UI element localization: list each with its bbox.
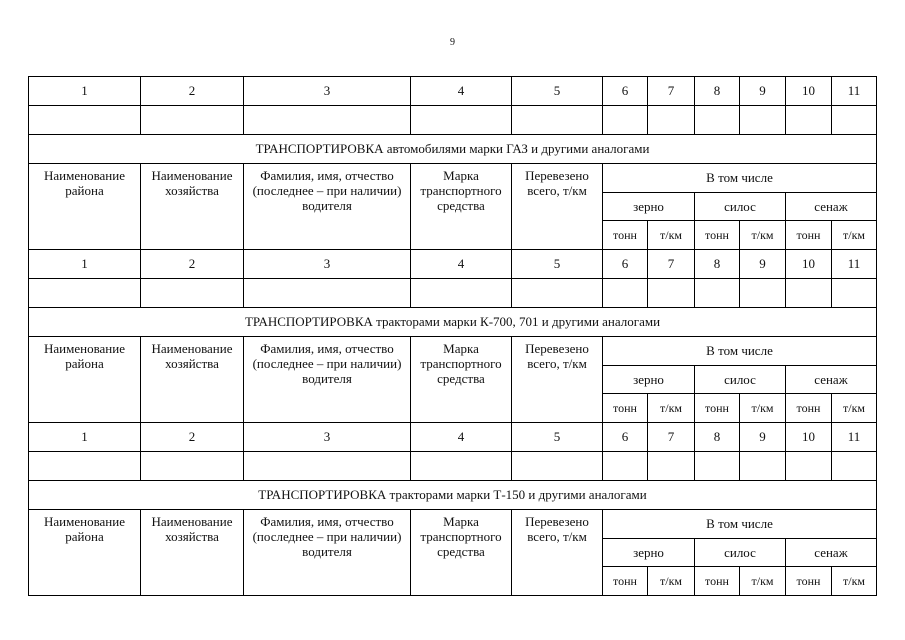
- column-number-cell: 4: [411, 250, 512, 279]
- data-entry-cell[interactable]: [29, 452, 141, 481]
- column-number-cell: 6: [603, 250, 648, 279]
- page-number: 9: [450, 37, 455, 48]
- data-entry-cell[interactable]: [786, 279, 832, 308]
- header-driver: Фамилия, имя, отчество (последнее – при наличии) водителя: [244, 337, 411, 423]
- column-number-cell: 11: [832, 250, 877, 279]
- header-vehicle: Марка транспортного средства: [411, 337, 512, 423]
- section-title-row: [29, 135, 877, 164]
- column-number-cell: 7: [648, 77, 695, 106]
- header-tkm: т/км: [648, 221, 695, 250]
- section-title: ТРАНСПОРТИРОВКА автомобилями марки ГАЗ и другими аналогами: [29, 135, 877, 164]
- data-entry-cell[interactable]: [648, 279, 695, 308]
- data-entry-cell[interactable]: [141, 452, 244, 481]
- column-number-cell: 1: [29, 77, 141, 106]
- header-row: [29, 164, 877, 193]
- data-entry-cell[interactable]: [740, 106, 786, 135]
- header-tons: тонн: [786, 221, 832, 250]
- data-entry-cell[interactable]: [695, 452, 740, 481]
- header-tons: тонн: [603, 221, 648, 250]
- header-tkm: т/км: [832, 221, 877, 250]
- column-number-cell: 2: [141, 250, 244, 279]
- column-number-cell: 3: [244, 77, 411, 106]
- column-number-cell: 8: [695, 250, 740, 279]
- data-entry-cell[interactable]: [603, 452, 648, 481]
- header-total: Перевезено всего, т/км: [512, 164, 603, 250]
- data-entry-cell[interactable]: [512, 452, 603, 481]
- data-entry-cell[interactable]: [603, 106, 648, 135]
- header-silage: силос: [695, 193, 786, 221]
- data-entry-cell[interactable]: [411, 279, 512, 308]
- header-farm: Наименование хозяйства: [141, 337, 244, 423]
- data-entry-cell[interactable]: [411, 106, 512, 135]
- header-haylage: сенаж: [786, 539, 877, 567]
- data-entry-cell[interactable]: [832, 106, 877, 135]
- data-entry-cell[interactable]: [740, 452, 786, 481]
- section-title: ТРАНСПОРТИРОВКА тракторами марки К-700, 701 и другими аналогами: [29, 308, 877, 337]
- column-number-row: [29, 77, 877, 106]
- data-entry-row: [29, 452, 877, 481]
- header-tkm: т/км: [648, 567, 695, 596]
- data-entry-cell[interactable]: [411, 452, 512, 481]
- column-number-cell: 3: [244, 423, 411, 452]
- column-number-cell: 9: [740, 250, 786, 279]
- header-driver: Фамилия, имя, отчество (последнее – при наличии) водителя: [244, 510, 411, 596]
- data-entry-cell[interactable]: [244, 279, 411, 308]
- column-number-cell: 6: [603, 77, 648, 106]
- column-number-cell: 5: [512, 77, 603, 106]
- header-including: В том числе: [603, 337, 877, 366]
- header-total: Перевезено всего, т/км: [512, 337, 603, 423]
- header-tkm: т/км: [832, 394, 877, 423]
- header-tkm: т/км: [832, 567, 877, 596]
- column-number-cell: 10: [786, 77, 832, 106]
- data-entry-cell[interactable]: [832, 279, 877, 308]
- column-number-cell: 5: [512, 423, 603, 452]
- header-tons: тонн: [695, 221, 740, 250]
- column-number-cell: 1: [29, 250, 141, 279]
- header-tkm: т/км: [740, 394, 786, 423]
- column-number-cell: 9: [740, 423, 786, 452]
- header-grain: зерно: [603, 366, 695, 394]
- column-number-cell: 7: [648, 250, 695, 279]
- data-entry-cell[interactable]: [29, 106, 141, 135]
- data-entry-cell[interactable]: [740, 279, 786, 308]
- data-entry-cell[interactable]: [832, 452, 877, 481]
- header-tkm: т/км: [740, 221, 786, 250]
- column-number-cell: 9: [740, 77, 786, 106]
- column-number-cell: 10: [786, 250, 832, 279]
- header-tkm: т/км: [740, 567, 786, 596]
- header-grain: зерно: [603, 539, 695, 567]
- column-number-cell: 6: [603, 423, 648, 452]
- header-silage: силос: [695, 366, 786, 394]
- data-entry-cell[interactable]: [786, 452, 832, 481]
- section-title: ТРАНСПОРТИРОВКА тракторами марки Т-150 и другими аналогами: [29, 481, 877, 510]
- column-number-cell: 8: [695, 423, 740, 452]
- data-entry-cell[interactable]: [603, 279, 648, 308]
- transport-report-table: [28, 76, 877, 596]
- header-total: Перевезено всего, т/км: [512, 510, 603, 596]
- header-vehicle: Марка транспортного средства: [411, 164, 512, 250]
- header-driver: Фамилия, имя, отчество (последнее – при наличии) водителя: [244, 164, 411, 250]
- column-number-row: [29, 250, 877, 279]
- data-entry-cell[interactable]: [786, 106, 832, 135]
- column-number-cell: 3: [244, 250, 411, 279]
- header-vehicle: Марка транспортного средства: [411, 510, 512, 596]
- header-district: Наименование района: [29, 510, 141, 596]
- header-farm: Наименование хозяйства: [141, 164, 244, 250]
- header-haylage: сенаж: [786, 193, 877, 221]
- header-row: [29, 510, 877, 539]
- header-haylage: сенаж: [786, 366, 877, 394]
- data-entry-cell[interactable]: [648, 452, 695, 481]
- data-entry-cell[interactable]: [695, 279, 740, 308]
- header-farm: Наименование хозяйства: [141, 510, 244, 596]
- header-tons: тонн: [603, 394, 648, 423]
- column-number-cell: 7: [648, 423, 695, 452]
- header-tkm: т/км: [648, 394, 695, 423]
- header-row: [29, 337, 877, 366]
- data-entry-cell[interactable]: [244, 452, 411, 481]
- column-number-cell: 2: [141, 77, 244, 106]
- column-number-cell: 4: [411, 423, 512, 452]
- header-tons: тонн: [786, 567, 832, 596]
- column-number-cell: 4: [411, 77, 512, 106]
- section-title-row: [29, 481, 877, 510]
- header-tons: тонн: [695, 567, 740, 596]
- column-number-cell: 1: [29, 423, 141, 452]
- data-entry-row: [29, 279, 877, 308]
- column-number-cell: 11: [832, 77, 877, 106]
- data-entry-row: [29, 106, 877, 135]
- data-entry-cell[interactable]: [512, 106, 603, 135]
- column-number-cell: 5: [512, 250, 603, 279]
- column-number-cell: 2: [141, 423, 244, 452]
- header-tons: тонн: [695, 394, 740, 423]
- column-number-cell: 8: [695, 77, 740, 106]
- column-number-row: [29, 423, 877, 452]
- column-number-cell: 10: [786, 423, 832, 452]
- data-entry-cell[interactable]: [141, 279, 244, 308]
- section-title-row: [29, 308, 877, 337]
- header-tons: тонн: [786, 394, 832, 423]
- data-entry-cell[interactable]: [512, 279, 603, 308]
- data-entry-cell[interactable]: [244, 106, 411, 135]
- header-including: В том числе: [603, 164, 877, 193]
- header-district: Наименование района: [29, 164, 141, 250]
- header-district: Наименование района: [29, 337, 141, 423]
- data-entry-cell[interactable]: [695, 106, 740, 135]
- header-grain: зерно: [603, 193, 695, 221]
- column-number-cell: 11: [832, 423, 877, 452]
- header-silage: силос: [695, 539, 786, 567]
- header-tons: тонн: [603, 567, 648, 596]
- data-entry-cell[interactable]: [648, 106, 695, 135]
- data-entry-cell[interactable]: [141, 106, 244, 135]
- data-entry-cell[interactable]: [29, 279, 141, 308]
- header-including: В том числе: [603, 510, 877, 539]
